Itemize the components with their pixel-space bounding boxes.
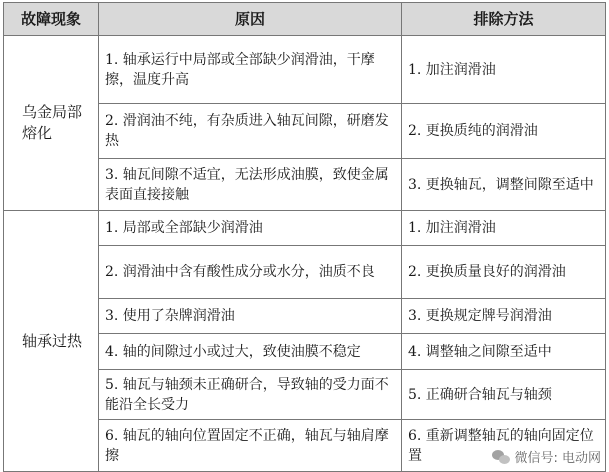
watermark-text: 微信号: 电动网 [514, 451, 601, 466]
header-symptom: 故障现象 [4, 3, 99, 36]
symptom-cell: 轴承过热 [4, 211, 99, 472]
cause-cell: 2. 润滑油中含有酸性成分或水分，油质不良 [99, 246, 402, 299]
cause-cell: 3. 使用了杂牌润滑油 [99, 299, 402, 334]
cause-cell: 6. 轴瓦的轴向位置固定不正确，轴瓦与轴肩摩擦 [99, 420, 402, 472]
fix-cell: 5. 正确研合轴瓦与轴颈 [402, 370, 606, 420]
header-cause: 原因 [99, 3, 402, 36]
fix-cell: 1. 加注润滑油 [402, 36, 606, 104]
cause-cell: 2. 滑润油不纯，有杂质进入轴瓦间隙，研磨发热 [99, 104, 402, 159]
fix-cell: 3. 更换规定牌号润滑油 [402, 299, 606, 334]
watermark [492, 447, 601, 466]
cause-cell: 4. 轴的间隙过小或过大，致使油膜不稳定 [99, 334, 402, 370]
cause-cell: 1. 轴承运行中局部或全部缺少润滑油，干摩擦，温度升高 [99, 36, 402, 104]
fix-cell: 4. 调整轴之间隙至适中 [402, 334, 606, 370]
table-row [4, 211, 606, 246]
symptom-cell: 乌金局部熔化 [4, 36, 99, 211]
wechat-logo-icon [492, 450, 510, 464]
troubleshooting-table [3, 2, 606, 472]
fix-cell: 3. 更换轴瓦，调整间隙至适中 [402, 159, 606, 211]
cause-cell: 5. 轴瓦与轴颈未正确研合，导致轴的受力面不能沿全长受力 [99, 370, 402, 420]
fix-cell: 6. 重新调整轴瓦的轴向固定位置 [402, 420, 606, 472]
fix-cell: 2. 更换质量良好的润滑油 [402, 246, 606, 299]
fix-cell: 2. 更换质纯的润滑油 [402, 104, 606, 159]
fix-cell: 1. 加注润滑油 [402, 211, 606, 246]
table-row [4, 36, 606, 104]
header-fix: 排除方法 [402, 3, 606, 36]
header-row [4, 3, 606, 36]
cause-cell: 3. 轴瓦间隙不适宜，无法形成油膜，致使金属表面直接接触 [99, 159, 402, 211]
cause-cell: 1. 局部或全部缺少润滑油 [99, 211, 402, 246]
